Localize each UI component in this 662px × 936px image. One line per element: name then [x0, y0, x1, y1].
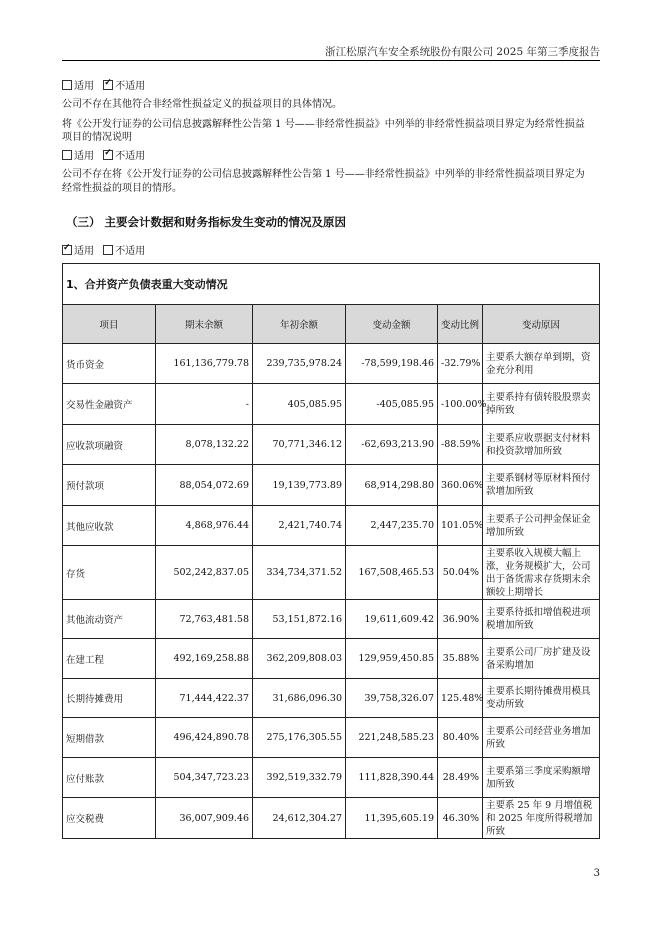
value-cell: -405,085.95 [346, 384, 438, 425]
value-cell: 392,519,332.79 [253, 758, 346, 798]
paragraph: 公司不存在其他符合非经常性损益定义的损益项目的具体情况。 [62, 99, 342, 110]
item-name-cell: 其他流动资产 [63, 600, 156, 639]
column-header: 变动金额 [346, 305, 438, 344]
value-cell: 68,914,298.80 [346, 465, 438, 506]
value-cell: 129,959,450.85 [346, 639, 438, 679]
value-cell: -62,693,213.90 [346, 425, 438, 465]
value-cell: 8,078,132.22 [156, 425, 253, 465]
value-cell: 35.88% [438, 639, 483, 679]
column-header: 变动原因 [483, 305, 600, 344]
item-name-cell: 应交税费 [63, 798, 156, 839]
value-cell: 496,424,890.78 [156, 718, 253, 758]
table-row [63, 718, 600, 758]
value-cell: 360.06% [438, 465, 483, 506]
value-cell: 36,007,909.46 [156, 798, 253, 839]
table-row [63, 425, 600, 465]
value-cell: 46.30% [438, 798, 483, 839]
report-header: 浙江松原汽车安全系统股份有限公司 2025 年第三季度报告 [325, 46, 600, 58]
item-name-cell: 其他应收款 [63, 506, 156, 546]
header-rule [62, 60, 600, 61]
balance-sheet-changes-table [62, 263, 600, 839]
reason-cell: 主要系应收票据支付材料和投资款增加所致 [483, 425, 600, 465]
checkbox-checked-icon [62, 245, 72, 255]
value-cell: 4,868,976.44 [156, 506, 253, 546]
reason-cell: 主要系公司厂房扩建及设备采购增加 [483, 639, 600, 679]
value-cell: -78,599,198.46 [346, 344, 438, 384]
checkbox-checked-icon [103, 80, 113, 90]
table-row [63, 506, 600, 546]
value-cell: 111,828,390.44 [346, 758, 438, 798]
table-row [63, 600, 600, 639]
value-cell: 19,611,609.42 [346, 600, 438, 639]
table-title: 1、合并资产负债表重大变动情况 [63, 264, 600, 305]
paragraph: 项目的情况说明 [62, 132, 132, 143]
item-name-cell: 交易性金融资产 [63, 384, 156, 425]
option-applicable[interactable]: 适用 [62, 81, 94, 92]
item-name-cell: 货币资金 [63, 344, 156, 384]
value-cell: -88.59% [438, 425, 483, 465]
value-cell: 502,242,837.05 [156, 546, 253, 600]
reason-cell: 主要系 25 年 9 月增值税和 2025 年度所得税增加所致 [483, 798, 600, 839]
section-title: （三） 主要会计数据和财务指标发生变动的情况及原因 [66, 215, 347, 229]
value-cell: 71,444,422.37 [156, 679, 253, 718]
value-cell: 80.40% [438, 718, 483, 758]
table-row [63, 546, 600, 600]
checkbox-icon [62, 150, 72, 160]
reason-cell: 主要系待抵扣增值税进项税增加所致 [483, 600, 600, 639]
value-cell: 36.90% [438, 600, 483, 639]
value-cell: 492,169,258.88 [156, 639, 253, 679]
value-cell: 167,508,465.53 [346, 546, 438, 600]
paragraph: 将《公开发行证券的公司信息披露解释性公告第 1 号——非经常性损益》中列举的非经常性损益项目界定为经常性损益 [62, 119, 585, 130]
option-row-2 [62, 150, 598, 163]
option-applicable[interactable]: 适用 [62, 151, 94, 162]
value-cell: -32.79% [438, 344, 483, 384]
reason-cell: 主要系子公司押金保证金增加所致 [483, 506, 600, 546]
option-not-applicable[interactable]: 不适用 [103, 246, 145, 257]
column-header: 变动比例 [438, 305, 483, 344]
reason-cell: 主要系大额存单到期，资金充分利用 [483, 344, 600, 384]
value-cell: 239,735,978.24 [253, 344, 346, 384]
item-name-cell: 在建工程 [63, 639, 156, 679]
value-cell: 50.04% [438, 546, 483, 600]
reason-cell: 主要系第三季度采购额增加所致 [483, 758, 600, 798]
reason-cell: 主要系持有债转股股票卖掉所致 [483, 384, 600, 425]
option-applicable[interactable]: ✓适用 [62, 246, 94, 257]
value-cell: 221,248,585.23 [346, 718, 438, 758]
option-row-3 [62, 245, 598, 258]
paragraph: 公司不存在将《公开发行证券的公司信息披露解释性公告第 1 号——非经常性损益》中列举的非经常性损益项目界定为 [62, 169, 585, 180]
page-number: 3 [593, 868, 600, 879]
item-name-cell: 应付账款 [63, 758, 156, 798]
option-row-1 [62, 80, 598, 93]
item-name-cell: 短期借款 [63, 718, 156, 758]
item-name-cell: 长期待摊费用 [63, 679, 156, 718]
value-cell: -100.00% [438, 384, 483, 425]
value-cell: 53,151,872.16 [253, 600, 346, 639]
table-row [63, 798, 600, 839]
value-cell: 88,054,072.69 [156, 465, 253, 506]
reason-cell: 主要系长期待摊费用模具变动所致 [483, 679, 600, 718]
item-name-cell: 应收款项融资 [63, 425, 156, 465]
column-header: 项目 [63, 305, 156, 344]
table-row [63, 465, 600, 506]
table-row [63, 344, 600, 384]
value-cell: 24,612,304.27 [253, 798, 346, 839]
table-row [63, 384, 600, 425]
value-cell: 362,209,808.03 [253, 639, 346, 679]
checkbox-icon [103, 245, 113, 255]
value-cell: 125.48% [438, 679, 483, 718]
column-header: 期末余额 [156, 305, 253, 344]
value-cell: 19,139,773.89 [253, 465, 346, 506]
checkbox-checked-icon [103, 150, 113, 160]
reason-cell: 主要系公司经营业务增加所致 [483, 718, 600, 758]
table-row [63, 679, 600, 718]
value-cell: 275,176,305.55 [253, 718, 346, 758]
reason-cell: 主要系钢材等原材料预付款增加所致 [483, 465, 600, 506]
value-cell: 72,763,481.58 [156, 600, 253, 639]
option-not-applicable[interactable]: ✓ 不适用 [103, 151, 145, 162]
value-cell: 11,395,605.19 [346, 798, 438, 839]
value-cell: 2,447,235.70 [346, 506, 438, 546]
reason-cell: 主要系收入规模大幅上涨，业务规模扩大，公司出于备货需求存货期末余额较上期增长 [483, 546, 600, 600]
item-name-cell: 预付款项 [63, 465, 156, 506]
paragraph: 经常性损益的项目的情形。 [62, 183, 182, 194]
table-row [63, 758, 600, 798]
checkbox-icon [62, 80, 72, 90]
option-not-applicable[interactable]: ✓ 不适用 [103, 81, 145, 92]
value-cell: 70,771,346.12 [253, 425, 346, 465]
item-name-cell: 存货 [63, 546, 156, 600]
value-cell: 2,421,740.74 [253, 506, 346, 546]
value-cell: 161,136,779.78 [156, 344, 253, 384]
table-row [63, 639, 600, 679]
value-cell: - [156, 384, 253, 425]
column-header: 年初余额 [253, 305, 346, 344]
value-cell: 28.49% [438, 758, 483, 798]
value-cell: 504,347,723.23 [156, 758, 253, 798]
value-cell: 334,734,371.52 [253, 546, 346, 600]
value-cell: 405,085.95 [253, 384, 346, 425]
value-cell: 101.05% [438, 506, 483, 546]
value-cell: 39,758,326.07 [346, 679, 438, 718]
value-cell: 31,686,096.30 [253, 679, 346, 718]
